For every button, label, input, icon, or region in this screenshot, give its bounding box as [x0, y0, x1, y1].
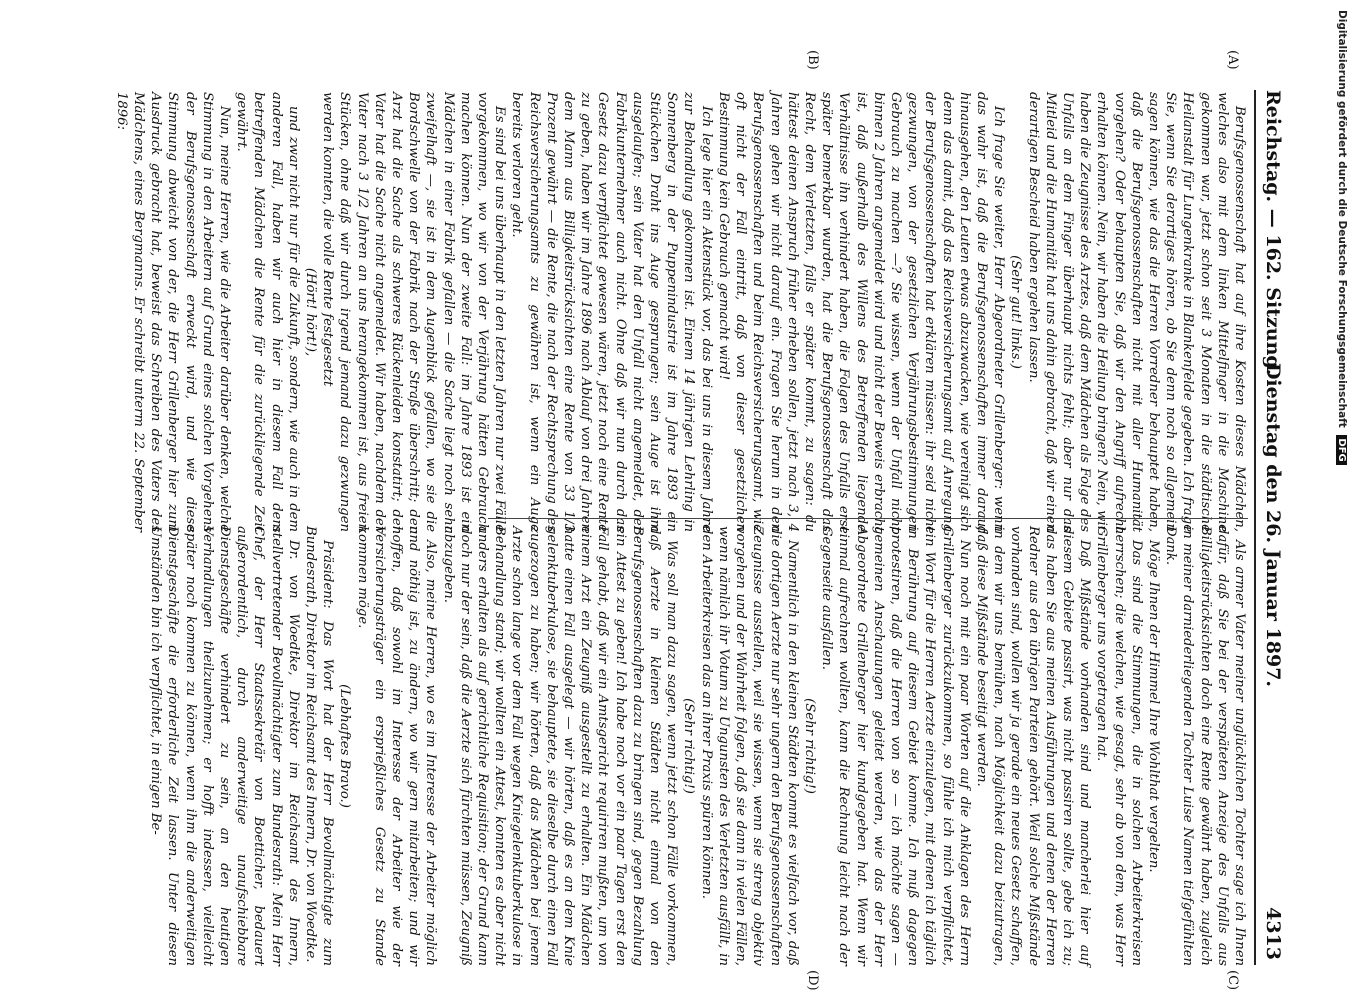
paragraph: Namentlich in den kleinen Städten kommt es vielfach vor, daß die dortigen Aerzte nur sehr ungern den Berufsgenossenschaften Zeugnisse ausstellen, weil sie wissen, wenn sie streng objektiv vorgehen und der Wahrheit folgen, daß sie dann in vielen Fällen, wenn nämlich ihr Votum zu Ungunsten des Verletzten ausfällt, in den Arbeiterkreisen das an ihrer Praxis spüren können. — [698, 526, 800, 966]
interjection: (Hört! hört!), — [303, 267, 319, 357]
paragraph: Also, meine Herren, wo es im Interesse der Arbeiter möglich und nöthig ist, zu ändern, wo wir gern mitarbeiten; und wir hoffen, daß sowohl im Interesse der Arbeiter wie der Versicherungsträger ein ersprießliches Gesetz zu Stande kommen möge. — [354, 526, 439, 966]
sidebar-text-wrap — [1336, 10, 1348, 465]
right-column — [148, 526, 1248, 966]
page-number: 4313 — [1262, 907, 1284, 960]
marker-d: (D) — [805, 970, 820, 991]
marker-c: (C) — [1225, 970, 1240, 991]
interjection: (Lebhaftes Bravo.) — [337, 684, 353, 808]
paragraph: Als armer Vater meiner unglücklichen Tochter sage ich Ihnen dafür, daß Sie bei der verspäteten Anzeige des Unfalls aus Billigkeitsrücksichten doch eine Rente gewährt haben, zugleich in meiner darniederliegenden Tochter Luise Namen tiefgefühlten Dank. — [1163, 526, 1247, 966]
interjection: (Sehr richtig!) — [681, 698, 697, 794]
paragraph: Nun, meine Herren, wie die Arbeiter darüber denken, welche Stimmung in den Arbeitern auf Grund eines solchen Vorgehens der Berufsgenossenschaft erweckt wird, und wie diese Stimmung abweicht von der, die Herr Grillenberger hier zum Ausdruck gebracht hat, beweist das Schreiben des Vaters des Mädchens, eines Bergmanns. Er schreibt unterm 22. September 1896: — [113, 92, 233, 532]
paragraph: Was soll man dazu sagen, wenn jetzt schon Fälle vorkommen, daß Aerzte in kleinen Städten nicht einmal von den Berufsgenossenschaften dazu zu bringen sind, gegen Bezahlung ein Attest zu geben! Ich habe noch vor ein paar Tagen erst den Fall gehabt, daß wir ein Amtsgericht requiriren mußten, um von einem Arzt ein Zeugniß ausgestellt zu erhalten. Ein Mädchen hatte einen Fall ausgelegt — wir hörten, daß es an dem Knie gelenktuberkulose, sie behauptete, sie dieselbe durch einen Fall zugezogen zu haben; wir hörten, daß das Mädchen bei jenem Arzte schon lange vor dem Fall wegen Kniegelenktuberkulose in Behandlung stand; wir wollten ein Attest, konnten es aber nicht anders erhalten als auf gerichtliche Requisition; der Grund kann doch nur der sein, daß die Aerzte sich fürchten müssen, Zeugniß abzugeben. — [440, 526, 680, 966]
paragraph: Präsident: Das Wort hat der Herr Bevollmächtigte zum Bundesrath, Direktor im Reichsamt des Innern, Dr. von Woedtke. — [303, 526, 336, 966]
paragraph: und zwar nicht nur für die Zukunft, sondern, wie auch in dem anderen Fall, haben wir auch hier in diesem Fall dem betreffenden Mädchen die Rente für die zurückliegende Zeit gewährt. — [234, 92, 301, 532]
paragraph: Es sind bei uns überhaupt in den letzten Jahren nur zwei Fälle vorgekommen, wo wir von der Verjährung hätten Gebrauch machen können. Nun der zweite Fall: im Jahre 1893 ist ein Mädchen in einer Fabrik gefallen — die Sache liegt noch sehr zweifelhaft —, sie ist in dem Augenblick gefallen, wo sie die Bordschwelle von der Fabrik nach der Straße überschritt; der Arzt hat die Sache als schweres Rückenleiden konstatirt; der Vater hat die Sache nicht angemeldet. Wir haben, nachdem der Vater nach 3 1/2 Jahren an uns herangekommen ist, aus freien Stücken, ohne daß wir durch irgend jemand dazu gezwungen werden konnten, die volle Rente festgesetzt — [320, 92, 508, 532]
paragraph: Nun noch mit ein paar Worten auf die Anklagen des Herrn Grillenberger zurückzukommen, so fühle ich mich verpflichtet, ein Wort für die Herren Aerzte einzulegen, mit denen ich täglich in Berührung auf diesem Gebiet komme. Ich muß dagegen protestiren, daß die Herren von so — ich möchte sagen — gemeinen Anschauungen geleitet werden, wie das der Herr Abgeordnete Grillenberger hier kundgegeben hat. Wenn wir einmal aufrechnen wollten, kann die Rechnung leicht nach der Gegenseite ausfallen. — [819, 526, 972, 966]
interjection: (Sehr gut! links.) — [1008, 255, 1024, 369]
paragraph: Ich frage Sie weiter, Herr Abgeordneter Grillenberger: wenn das wahr ist, daß die Berufsgenossenschaften immer darauf hinausgehen, den Leuten etwas abzuzwacken, wie vereinigt sich denn das damit, daß das Reichsversicherungsamt auf Anregung der Berufsgenossenschaften hat erklären müssen: ihr seid nicht gezwungen, von der gesetzlichen Verjährungsbestimmungen Gebrauch zu machen —? Sie wissen, wenn der Unfall nicht binnen 2 Jahren angemeldet wird und nicht der Beweis erbracht ist, daß außerhalb des Willens des Betreffenden liegende Verhältnisse ihn verhindert haben, die Folgen des Unfalls erst später bemerkbar wurden, hat die Berufsgenossenschaft das Recht, dem Verletzten, falls er später kommt, zu sagen: du hättest deinen Anspruch früher erheben sollen, jetzt nach 3, 4 Jahren gehen wir nicht darauf ein. Fragen Sie herum in den Berufsgenossenschaften und beim Reichsversicherungsamt, wie oft nicht der Fall eintritt, daß von dieser gesetzlichen Bestimmung kein Gebrauch gemacht wird! — [715, 92, 1007, 532]
paragraph: Ich lege hier ein Aktenstück vor, das bei uns in diesem Jahre zur Behandlung gekommen ist. Einem 14 jährigen Lehrling in Sonnenberg in der Puppenindustrie ist im Jahre 1893 ein Stückchen Draht ins Auge gesprungen; sein Auge ist ihm ausgelaufen; sein Vater hat den Unfall nicht angemeldet, der Fabrikunternehmer auch nicht. Ohne daß wir nun durch das Gesetz dazu verpflichtet gewesen wären, jetzt noch eine Rente zu geben, haben wir im Jahre 1896 nach Ablauf von drei Jahren dem Mann aus Billigkeitsrücksichten eine Rente von 33 1/3 Prozent gewährt — die Rente, die nach der Rechtsprechung des Reichsversicherungsamts zu gewähren ist, wenn ein Auge bereits verloren geht. — [509, 92, 714, 532]
paragraph: Dr. von Woedtke, Direktor im Reichsamt des Innern, stellvertretender Bevollmächtigter zum Bundesrath: Mein Herr Chef, der Herr Staatssekretär von Boetticher, bedauert außerordentlich, durch anderweitige unaufschiebbare Dienstgeschäfte verhindert zu sein, an den heutigen Verhandlungen theilzunehmen; er hofft indessen, vielleicht später noch kommen zu können, wenn ihm die anderweitigen Dienstgeschäfte die erforderliche Zeit lassen. Unter diesen Umständen bin ich verpflichtet, in einigen Be- — [148, 526, 301, 966]
header-rule — [1254, 90, 1256, 965]
paragraph: Das sind die Stimmungen, die in solchen Arbeiterkreisen herrschen; die welchen, wie gesagt, sehr ab von dem, was Herr Grillenberger uns vorgetragen hat. — [1094, 526, 1144, 966]
marker-b: (B) — [805, 50, 820, 70]
paragraph: Daß Mißstände vorhanden sind und mancherlei hier auf diesem Gebiete passirt, was nicht passiren sollte, gebe ich zu; das haben Sie aus meinen Ausführungen und denen der Herren Redner aus den übrigen Parteien gehört. Weil solche Mißstände vorhanden sind, wollen wir ja gerade ein neues Gesetz schaffen, in dem wir uns bemühen, nach Möglichkeit dazu beizutragen, daß diese Mißstände beseitigt werden. — [973, 526, 1093, 966]
paragraph: Berufsgenossenschaft hat auf ihre Kosten dieses Mädchen, welches also mit dem linken Mittelfinger in die Maschine gekommen war, jetzt schon seit 3 Monaten in die städtische Heilanstalt für Lungenkranke in Blankenfelde gegeben. Ich frage Sie, wenn Sie derartiges hören, ob Sie denn noch so allgemein sagen können, wie das die Herren Vorredner behauptet haben, daß die Berufsgenossenschaften nicht mit aller Humanität vorgehen? Oder behaupten Sie, daß wir den Angriff aufrecht erhalten können. Nein, wir haben die Heilung bringen? Nein, wir haben die Zeugnisse des Arztes, daß dem Mädchen als Folge des Unfalls an dem Finger überhaupt nichts fehlt; aber nur das Mitleid und die Humanität hat uns dahin gebracht, daß wir einen derartigen Bescheid haben ergehen lassen. — [1025, 92, 1247, 532]
sidebar-text: Digitalisierung gefördert durch die Deutsche Forschungsgemeinschaft — [1336, 10, 1348, 428]
paragraph: Möge Ihnen der Himmel Ihre Wohlthat vergelten. — [1145, 540, 1161, 873]
left-column — [113, 92, 1248, 532]
digitization-sidebar — [1330, 0, 1353, 1000]
header-date: Dienstag den 26. Januar 1897. — [1262, 362, 1284, 688]
page-header — [1254, 90, 1284, 960]
interjection: (Sehr richtig!) — [801, 698, 817, 794]
marker-a: (A) — [1225, 50, 1240, 70]
column-divider — [488, 518, 1248, 519]
dfg-logo: DFG — [1336, 435, 1347, 464]
header-left: Reichstag. — 162. Sitzung. — [1262, 90, 1284, 376]
